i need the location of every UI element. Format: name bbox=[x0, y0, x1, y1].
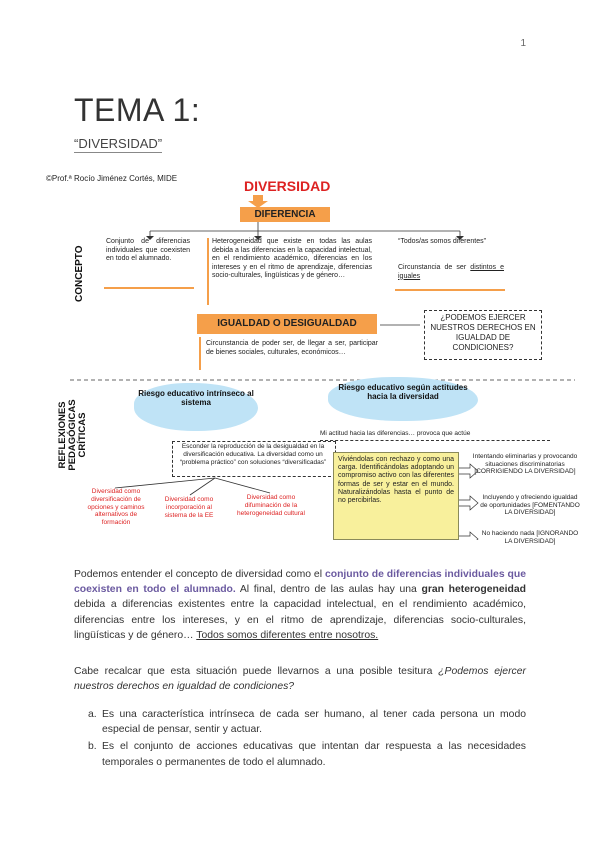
mi-actitud-line: Mi actitud hacia las diferencias… provoca que actúe bbox=[320, 430, 550, 441]
heterogeneidad-box: Heterogeneidad que existe en todas las aulas debida a las diferencias en la capacidad intelectual, en el rendimiento académico, diferencias en los intereses y en el ritmo de aprendizaje, diferencias socio-culturales, lingüísticas y de género… bbox=[212, 238, 372, 280]
page-subtitle: “DIVERSIDAD” bbox=[74, 136, 163, 151]
circunstancia-poder-box: Circunstancia de poder ser, de llegar a ser, participar de bienes sociales, culturales, económicos… bbox=[206, 340, 378, 356]
paragraph-tesitura bbox=[74, 664, 526, 694]
circunstancia-ser-box bbox=[398, 264, 504, 281]
p1-bold: gran heterogeneidad bbox=[421, 584, 526, 596]
riesgo-intrinseco-cloud: Riesgo educativo intrínseco al sistema bbox=[136, 385, 256, 429]
podemos-box: ¿PODEMOS EJERCER NUESTROS DERECHOS EN IGUALDAD DE CONDICIONES? bbox=[424, 310, 542, 360]
diferencia-bar: DIFERENCIA bbox=[240, 207, 330, 222]
tag-corrigiendo: Intentando eliminarlas y provocando situaciones discriminatorias [CORRIGIENDO LA DIVERSIDAD] bbox=[472, 453, 578, 475]
circunstancia-ser-text: Circunstancia de ser bbox=[398, 264, 467, 271]
concepto-label: CONCEPTO bbox=[74, 245, 85, 302]
incorporacion-text: Diversidad como incorporación al sistema de la EE bbox=[164, 496, 214, 519]
page-title: TEMA 1: bbox=[74, 92, 201, 128]
tag-fomentando: Incluyendo y ofreciendo igualdad de oportunidades [FOMENTANDO LA DIVERSIDAD] bbox=[480, 494, 580, 516]
p2-text: Cabe recalcar que esta situación puede llevarnos a una posible tesitura bbox=[74, 666, 439, 677]
difuminacion-text: Diversidad como difuminación de la heterogeneidad cultural bbox=[237, 494, 305, 517]
list-item bbox=[74, 707, 526, 737]
viviendolas-box: Viviéndolas con rechazo y como una carga. Identificándolas adoptando un compromiso activo con las diferentes formas de ser y estar en el mundo. Naturalizándolas hasta el punto de no percibirlas. bbox=[333, 452, 459, 540]
page-number: 1 bbox=[520, 38, 526, 49]
diagram-author: ©Prof.ª Rocío Jiménez Cortés, MIDE bbox=[46, 174, 178, 183]
paragraph-diversidad bbox=[74, 567, 526, 643]
p1-text-2: Al final, dentro de las aulas hay una bbox=[235, 584, 422, 596]
reflexiones-label: REFLEXIONES PEDAGÓGICAS CRÍTICAS bbox=[57, 399, 88, 471]
p1-text-1: Podemos entender el concepto de diversidad como el bbox=[74, 569, 325, 580]
definition-list bbox=[74, 707, 526, 772]
circunstancia-ser-underlined: distintos e iguales bbox=[398, 264, 504, 280]
list-item bbox=[74, 739, 526, 769]
list-marker: a. bbox=[88, 709, 97, 720]
p1-accent: conjunto de diferencias individuales que coexisten en todo el alumnado. bbox=[74, 569, 526, 596]
diversidad-heading: DIVERSIDAD bbox=[244, 178, 331, 194]
conjunto-box: Conjunto de diferencias individuales que coexisten en todo el alumnado. bbox=[106, 238, 190, 263]
diversidad-como-text: Diversidad como diversificación de opciones y caminos alternativos de formación bbox=[87, 488, 145, 527]
p2-italic: ¿Podemos ejercer nuestros derechos en igualdad de condiciones? bbox=[74, 666, 526, 693]
list-marker: b. bbox=[88, 741, 97, 753]
p1-underline: Todos somos diferentes entre nosotros. bbox=[196, 629, 379, 641]
todos-somos-box: “Todos/as somos diferentes” bbox=[398, 238, 486, 245]
p1-text-3: debida a diferencias existentes entre la capacidad intelectual, en el rendimiento académico, diferencias entre los intereses, y en el ritmo de aprendizaje, diferencias socio-culturales, lingüísticas y de género… bbox=[74, 599, 526, 641]
list-text: Es una característica intrínseca de cada ser humano, al tener cada persona un modo especial de pensar, sentir y actuar. bbox=[102, 709, 526, 736]
tag-ignorando: No haciendo nada [IGNORANDO LA DIVERSIDAD] bbox=[481, 530, 579, 545]
list-text: Es el conjunto de acciones educativas que intentan dar respuesta a las necesidades temporales o permanentes de todo el alumnado. bbox=[102, 741, 526, 768]
riesgo-actitudes-cloud: Riesgo educativo según actitudes hacia la diversidad bbox=[330, 379, 476, 419]
igualdad-bar: IGUALDAD O DESIGUALDAD bbox=[197, 314, 377, 334]
esconder-box: Esconder la reproducción de la desigualdad en la diversificación educativa. La diversidad como un “problema práctico” con soluciones “diversificadas” bbox=[179, 443, 327, 466]
